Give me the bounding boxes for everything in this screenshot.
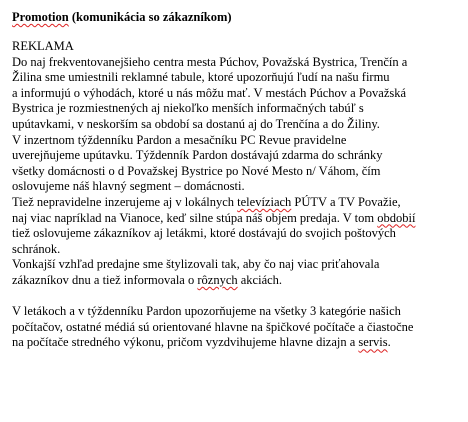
document-heading xyxy=(12,9,462,25)
text-line: oslovujeme náš hlavný segment – domácnosti. xyxy=(12,179,245,194)
text-line: uverejňujeme upútavku. Týždenník Pardon dostávajú zdarma do schránky xyxy=(12,148,383,163)
text-line: všetky domácnosti o d Považskej Bystrice po Nové Mesto n/ Váhom, čím xyxy=(12,163,381,178)
text-line-last xyxy=(12,335,462,351)
spellcheck-flagged-word: rôznych xyxy=(197,272,238,287)
text-line: Vonkajší vzhľad predajne sme štylizovali tak, aby čo naj viac priťahovala xyxy=(12,257,380,272)
spellcheck-flagged-word: servis xyxy=(358,335,388,350)
text-fragment: PÚTV a TV Považie, xyxy=(291,194,401,209)
text-line: V letákoch a v týždenníku Pardon upozorňujeme na všetky 3 kategórie našich xyxy=(12,304,401,319)
heading-subtitle: (komunikácia so zákazníkom) xyxy=(68,10,232,24)
text-line: V inzertnom týždenníku Pardon a mesačníku PC Revue pravidelne xyxy=(12,132,347,147)
text-line: tiež oslovujeme zákazníkov aj letákmi, ktoré dostávajú do svojich poštových xyxy=(12,226,396,241)
heading-keyword: Promotion xyxy=(12,10,69,24)
section-title: REKLAMA xyxy=(12,39,74,53)
text-line: Bystrica je rozmiestnených aj niekoľko menších informačných tabúľ s xyxy=(12,101,364,116)
text-line: Do naj frekventovanejšieho centra mesta Púchov, Považská Bystrica, Trenčín a xyxy=(12,54,408,69)
text-line: počítačov, ostatné médiá sú orientované hlavne na špičkové počítače a čiastočne xyxy=(12,319,414,334)
text-line: upútavkami, v neskorším sa období sa dostanú aj do Trenčína a do Žiliny. xyxy=(12,116,380,131)
text-fragment: . xyxy=(387,335,391,350)
text-fragment: Tiež nepravidelne inzerujeme aj v lokálnych xyxy=(12,194,238,209)
text-fragment: akciách. xyxy=(237,272,283,287)
document-page xyxy=(12,9,462,351)
text-line: schránok. xyxy=(12,241,61,256)
text-fragment: naj viac napríklad na Vianoce, keď silne stúpa náš objem predaja. V tom xyxy=(12,210,378,225)
text-line-actions xyxy=(12,273,462,289)
text-line-christmas xyxy=(12,211,462,227)
text-line: Žilina sme umiestnili reklamné tabule, ktoré upozorňujú ľudí na našu firmu xyxy=(12,70,390,85)
text-line-tv xyxy=(12,195,462,211)
spellcheck-flagged-word: obdobií xyxy=(377,210,416,225)
spellcheck-flagged-word: televíziach xyxy=(237,194,292,209)
paragraph-spacer xyxy=(12,289,462,305)
text-fragment: zákazníkov dnu a tiež informovala o xyxy=(12,272,198,287)
text-fragment: na počítače stredného výkonu, pričom vyzdvihujeme hlavne dizajn a xyxy=(12,335,359,350)
text-line: a informujú o výhodách, ktoré u nás môžu mať. V mestách Púchov a Považská xyxy=(12,85,407,100)
